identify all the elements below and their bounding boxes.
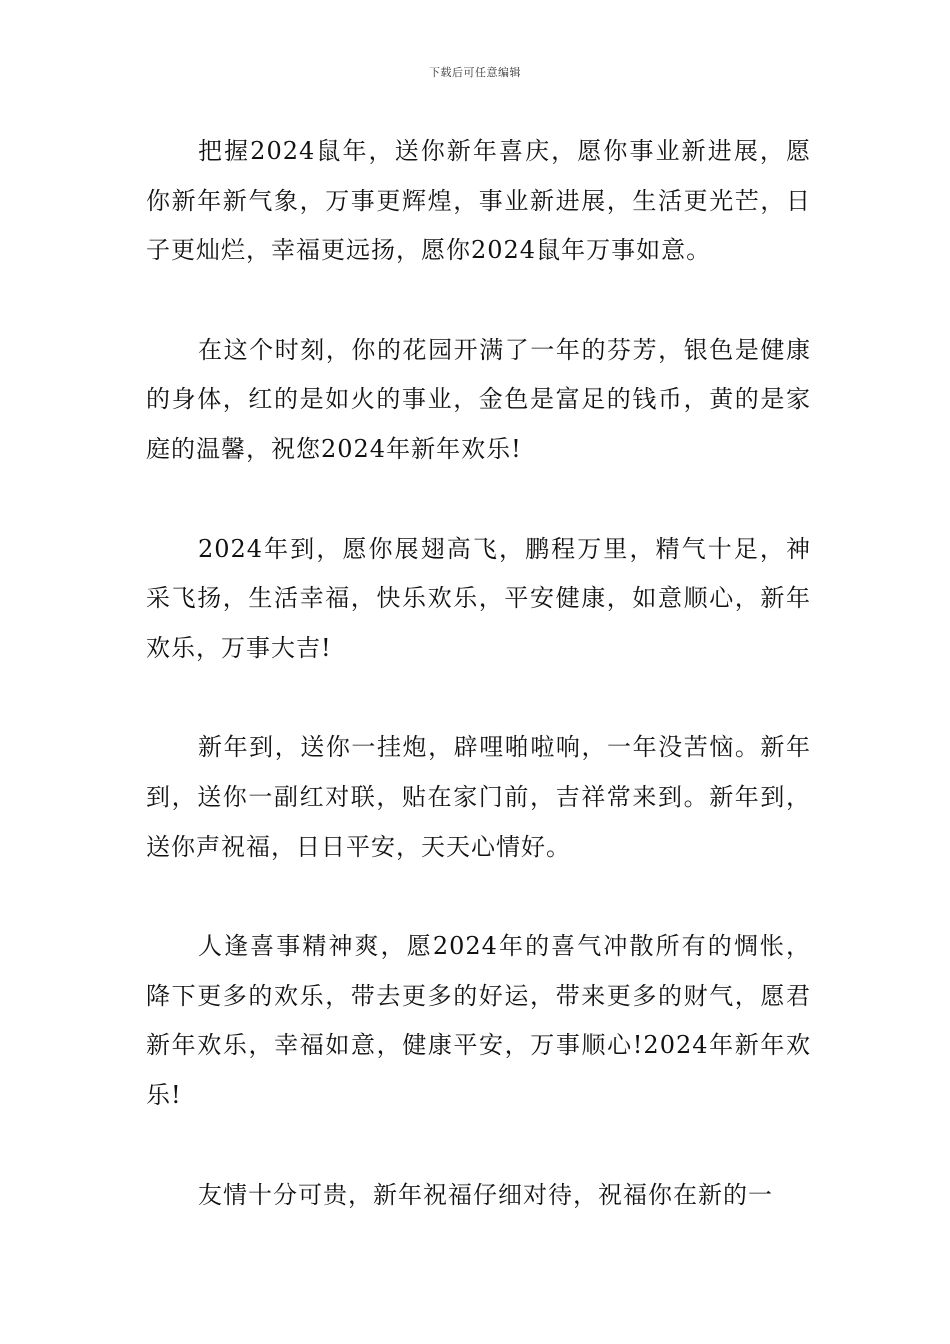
- paragraph-2: 在这个时刻，你的花园开满了一年的芬芳，银色是健康的身体，红的是如火的事业，金色是富足的钱币，黄的是家庭的温馨，祝您2024年新年欢乐!: [146, 335, 811, 463]
- page-header: 下载后可任意编辑: [429, 66, 521, 79]
- paragraph-3: 2024年到，愿你展翅高飞，鹏程万里，精气十足，神采飞扬，生活幸福，快乐欢乐，平安健康，如意顺心，新年欢乐，万事大吉!: [146, 534, 811, 662]
- document-body: [146, 127, 811, 1270]
- paragraph-4: 新年到，送你一挂炮，辟哩啪啦响，一年没苦恼。新年到，送你一副红对联，贴在家门前，吉祥常来到。新年到，送你声祝福，日日平安，天天心情好。: [146, 733, 811, 861]
- paragraph-5: 人逢喜事精神爽，愿2024年的喜气冲散所有的惆怅，降下更多的欢乐，带去更多的好运，带来更多的财气，愿君新年欢乐，幸福如意，健康平安，万事顺心!2024年新年欢乐!: [146, 932, 811, 1109]
- paragraph-1: 把握2024鼠年，送你新年喜庆，愿你事业新进展，愿你新年新气象，万事更辉煌，事业新进展，生活更光芒，日子更灿烂，幸福更远扬，愿你2024鼠年万事如意。: [146, 137, 811, 265]
- paragraph-6: 友情十分可贵，新年祝福仔细对待，祝福你在新的一: [198, 1180, 773, 1209]
